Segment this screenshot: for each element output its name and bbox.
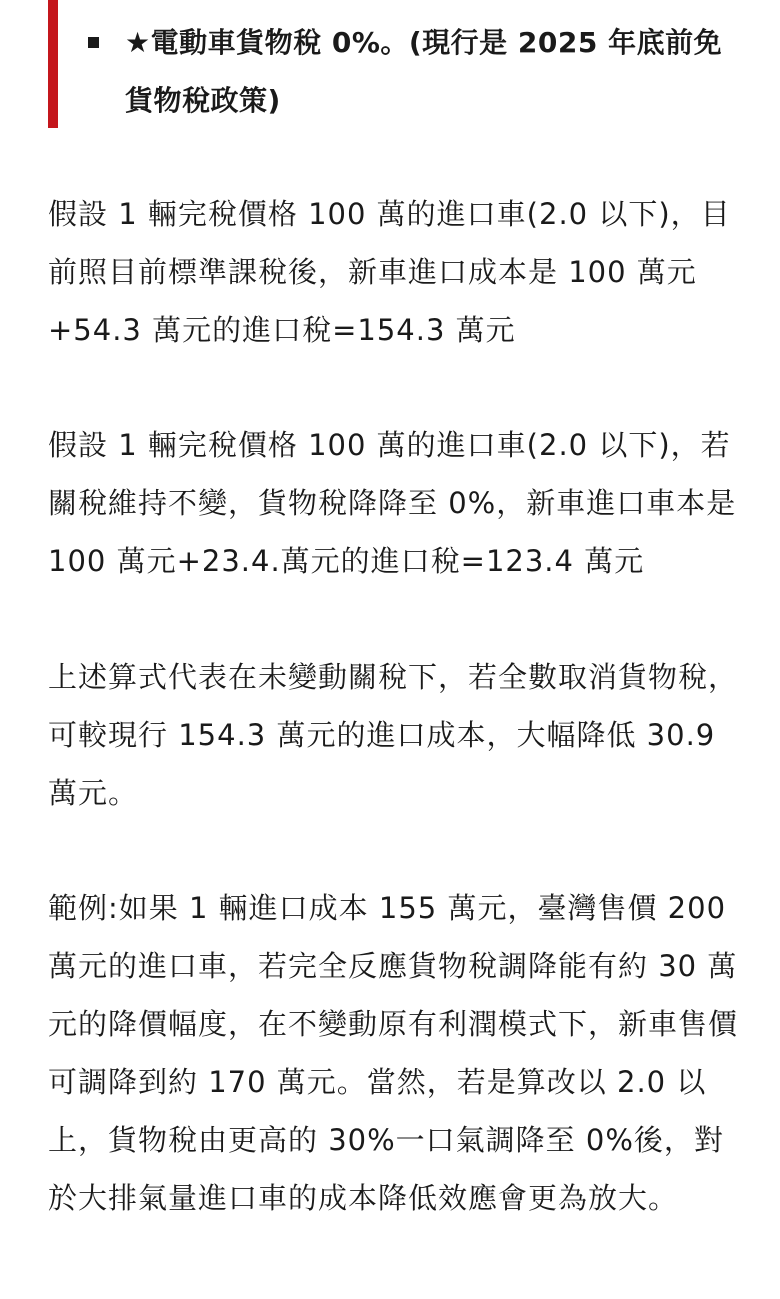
quote-accent-bar <box>48 0 58 128</box>
paragraph-cost-reduction: 上述算式代表在未變動關稅下，若全數取消貨物稅，可較現行 154.3 萬元的進口成本，大幅降低 30.9 萬元。 <box>48 660 739 810</box>
bullet-square-icon <box>88 37 99 48</box>
paragraph-example: 範例:如果 1 輛進口成本 155 萬元，臺灣售價 200 萬元的進口車，若完全反應貨物稅調降能有約 30 萬元的降價幅度，在不變動原有利潤模式下，新車售價可調降到約 170 萬元。當然，若是算改以 2.0 以上，貨物稅由更高的 30%一口氣調降至 0%後，對於大排氣量進口車的成本降低效應會更為放大。 <box>48 891 739 1215</box>
highlight-quote-block <box>48 0 738 128</box>
bullet-item-ev-tax: ★電動車貨物稅 0%。(現行是 2025 年底前免貨物稅政策) <box>125 26 723 117</box>
paragraph-zero-tax-cost: 假設 1 輛完稅價格 100 萬的進口車(2.0 以下)，若關稅維持不變，貨物稅降降至 0%，新車進口車本是 100 萬元+23.4.萬元的進口稅=123.4 萬元 <box>48 428 737 578</box>
paragraph-current-cost: 假設 1 輛完稅價格 100 萬的進口車(2.0 以下)，目前照目前標準課稅後，新車進口成本是 100 萬元+54.3 萬元的進口稅=154.3 萬元 <box>48 197 731 347</box>
